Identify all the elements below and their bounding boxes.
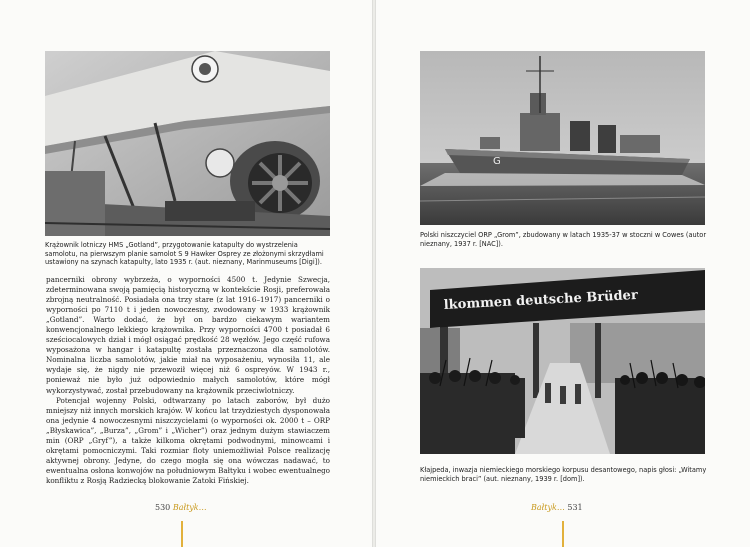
photo-caption: Krążownik lotniczy HMS „Gotland”, przygotowanie katapulty do wystrzelenia samolotu, na pierwszym planie samolot S 9 Hawker Osprey ze złożonymi skrzydłami ustawiony na szynach katapulty, lato 1935 r. (aut. nieznany, Marinmuseums [Digi]).	[45, 241, 324, 267]
destroyer-photo-drawing	[420, 51, 705, 225]
right-page	[376, 0, 750, 547]
paragraph: Potencjał wojenny Polski, odtwarzany po latach zaborów, był dużo mniejszy niż innych morskich krajów. W końcu lat trzydziestych dysponowała ona jedynie 4 nowoczesnymi niszczycielami (o wyporności ok. 2000 t – ORP „Błyskawica”, „Burza”, „Grom” i „Wicher”) oraz jednym dużym stawiaczem min (ORP „Gryf”), a także kilkoma okrętami podwodnymi, minowcami i okrętami pomocniczymi. Taki rozmiar floty uniemożliwiał Polsce realizację aktywnej obrony. Jedyne, do czego mogła się ona wówczas nadawać, to ewentualna osłona konwojów na południowym Bałtyku i wobec ewentualnego konfliktu z Rosją Radziecką blokowanie Zatoki Fińskiej.	[46, 395, 330, 485]
photo-klaipeda	[420, 268, 705, 454]
body-text	[46, 275, 330, 486]
running-title: Bałtyk…	[531, 503, 565, 512]
photo-destroyer-grom	[420, 51, 705, 225]
page-number: 530	[155, 503, 171, 512]
left-page	[0, 0, 372, 547]
aircraft-photo-drawing	[45, 51, 330, 236]
photo-caption: Kłajpeda, inwazja niemieckiego morskiego korpusu desantowego, napis głosi: „Witamy niemieckich braci” (aut. nieznany, 1939 r. [dom]).	[420, 466, 707, 483]
banner-text: lkommen deutsche Brüder	[443, 287, 639, 313]
paragraph: pancerniki obrony wybrzeża, o wyporności 4500 t. Jedynie Szwecja, zdeterminowana swoją pamięcią historyczną w kontekście Rosji, preferowała zbrojną neutralność. Posiadała ona trzy stare (z lat 1916–1917) pancerniki o wyporności po 7110 t i jeden nowoczesny, zwodowany w 1933 krążownik „Gotland”. Warto dodać, że był on bardzo ciekawym wariantem konwencjonalnego lekkiego krążownika. Przy wyporności 4700 t posiadał 6 sześciocalowych dział i mógł osiągać prędkość 28 węzłów. Jego część rufowa wyposażona w hangar i katapultę została przeznaczona dla samolotów. Nominalna liczba samolotów, jakie miał na wyposażeniu, wynosiła 11, ale wydaje się, że nigdy nie przewoził więcej niż 6 ospreyów. W 1943 r., ponieważ nie było już odpowiednio małych samolotów, które mógł wykorzystywać, został przebudowany na krążownik przeciwlotniczy.	[46, 275, 330, 395]
photo-aircraft-catapult	[45, 51, 330, 236]
running-title: Bałtyk…	[172, 503, 207, 512]
klaipeda-photo-drawing	[420, 268, 705, 454]
page-number: 531	[567, 503, 583, 512]
folio-rule	[562, 521, 564, 547]
folio-rule	[181, 521, 183, 547]
svg-text:G: G	[493, 156, 501, 167]
photo-caption: Polski niszczyciel ORP „Grom”, zbudowany w latach 1935-37 w stoczni w Cowes (autor nieznany, 1937 r. [NAC]).	[420, 231, 707, 248]
page-folio	[531, 503, 583, 512]
page-folio	[155, 503, 207, 512]
